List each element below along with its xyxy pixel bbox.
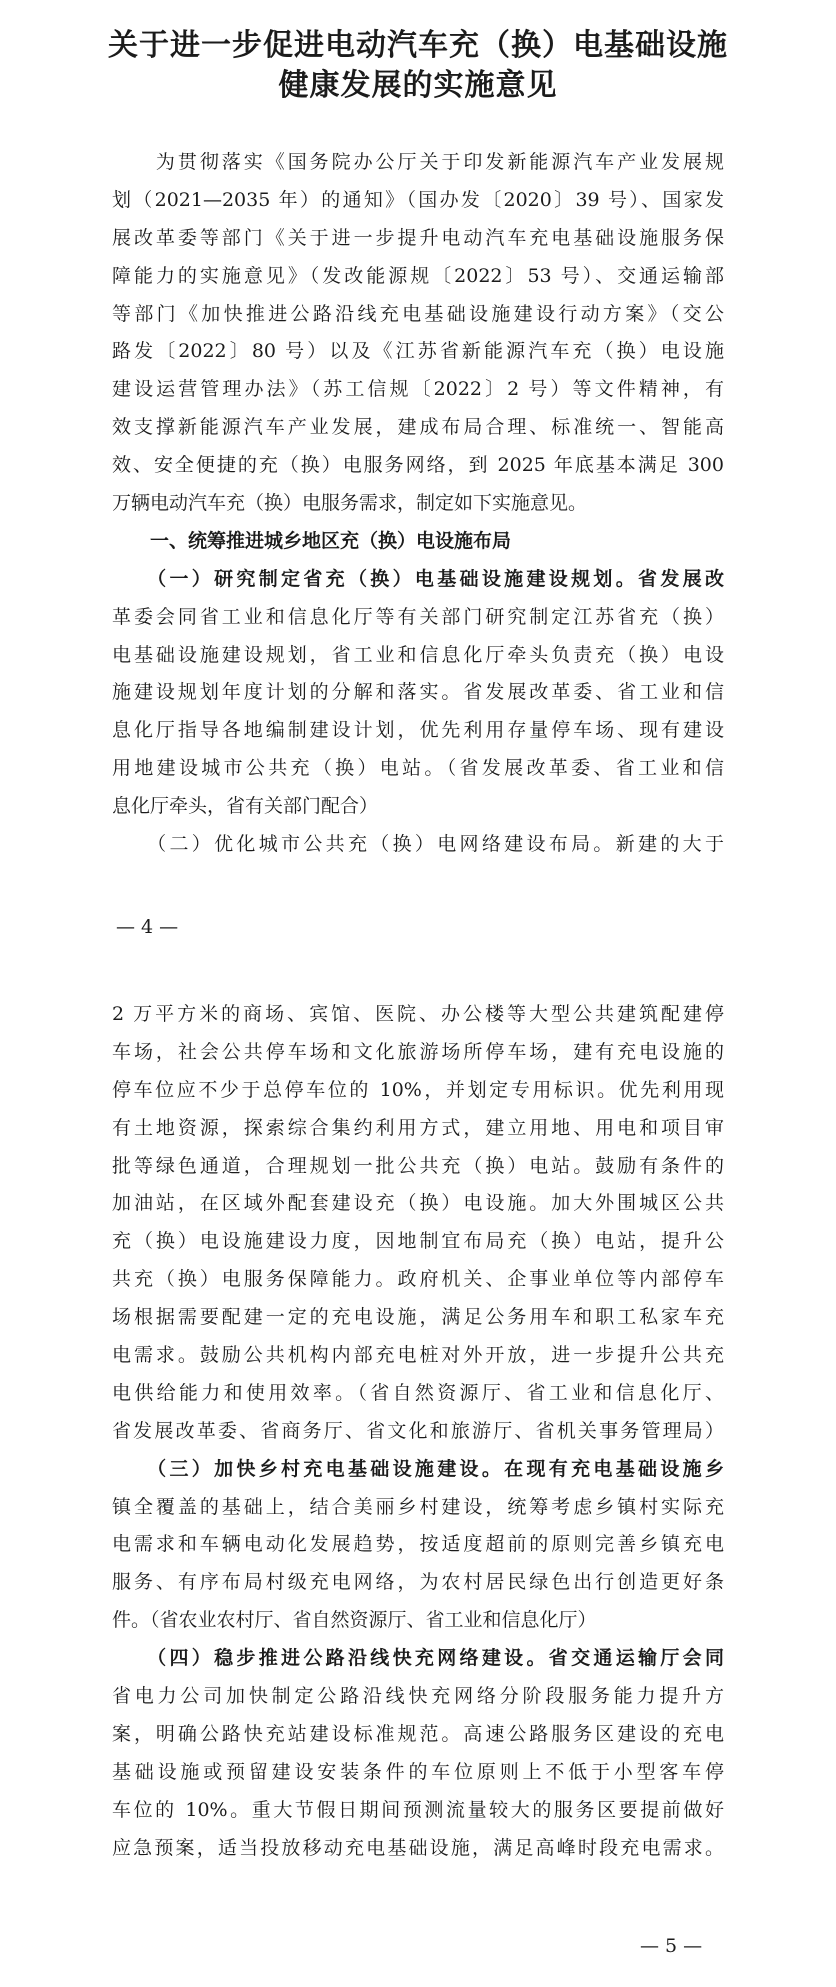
- body-line: （一）研究制定省充（换）电基础设施建设规划。省发展改: [112, 567, 724, 590]
- body-line: 障能力的实施意见》（发改能源规〔2022〕53 号）、交通运输部: [112, 264, 724, 287]
- body-line: （四）稳步推进公路沿线快充网络建设。省交通运输厅会同: [112, 1647, 724, 1670]
- body-line: 路发〔2022〕80 号）以及《江苏省新能源汽车充（换）电设施: [112, 340, 724, 363]
- body-line: 件。（省农业农村厅、省自然资源厅、省工业和信息化厅）: [112, 1609, 597, 1632]
- body-line: 万辆电动汽车充（换）电服务需求，制定如下实施意见。: [112, 492, 588, 515]
- body-line: 息化厅牵头，省有关部门配合）: [112, 795, 379, 818]
- body-line: 2 万平方米的商场、宾馆、医院、办公楼等大型公共建筑配建停: [112, 1003, 724, 1025]
- body-line: 划（2021—2035 年）的通知》（国办发〔2020〕39 号）、国家发: [112, 188, 724, 211]
- body-line: 等部门《加快推进公路沿线充电基础设施建设行动方案》（交公: [112, 302, 724, 325]
- body-line: 共充（换）电服务保障能力。政府机关、企事业单位等内部停车: [112, 1268, 724, 1291]
- body-line: 效支撑新能源汽车产业发展，建成布局合理、标准统一、智能高: [112, 416, 724, 439]
- body-line: 电基础设施建设规划，省工业和信息化厅牵头负责充（换）电设: [112, 643, 724, 666]
- body-line: 有土地资源，探索综合集约利用方式，建立用地、用电和项目审: [112, 1116, 724, 1139]
- body-line: 展改革委等部门《关于进一步提升电动汽车充电基础设施服务保: [112, 226, 724, 249]
- body-line: 省电力公司加快制定公路沿线快充网络分阶段服务能力提升方: [112, 1685, 724, 1708]
- section-heading: 一、统筹推进城乡地区充（换）电设施布局: [112, 529, 512, 552]
- body-line: 息化厅指导各地编制建设计划，优先利用存量停车场、现有建设: [112, 719, 724, 742]
- body-line: 电需求和车辆电动化发展趋势，按适度超前的原则完善乡镇充电: [112, 1533, 724, 1556]
- body-line: 案，明确公路快充站建设标准规范。高速公路服务区建设的充电: [112, 1722, 724, 1745]
- body-line: 车场，社会公共停车场和文化旅游场所停车场，建有充电设施的: [112, 1040, 724, 1063]
- document-title-line-1: 关于进一步促进电动汽车充（换）电基础设施: [108, 28, 728, 63]
- body-line: 车位的 10%。重大节假日期间预测流量较大的服务区要提前做好: [112, 1798, 724, 1821]
- page-number: — 4 —: [116, 916, 179, 938]
- body-line: 电需求。鼓励公共机构内部充电桩对外开放，进一步提升公共充: [112, 1344, 724, 1367]
- body-line: 充（换）电设施建设力度，因地制宜布局充（换）电站，提升公: [112, 1230, 724, 1253]
- document-title-line-2: 健康发展的实施意见: [278, 68, 558, 103]
- body-line: 停车位应不少于总停车位的 10%，并划定专用标识。优先利用现: [112, 1078, 724, 1101]
- body-line: 为贯彻落实《国务院办公厅关于印发新能源汽车产业发展规: [112, 151, 724, 173]
- body-line: 施建设规划年度计划的分解和落实。省发展改革委、省工业和信: [112, 681, 724, 704]
- body-line: 建设运营管理办法》（苏工信规〔2022〕2 号）等文件精神，有: [112, 378, 724, 401]
- body-line: 镇全覆盖的基础上，结合美丽乡村建设，统筹考虑乡镇村实际充: [112, 1495, 724, 1518]
- page-5-body: [112, 996, 724, 1867]
- body-line: 加油站，在区域外配套建设充（换）电设施。加大外围城区公共: [112, 1192, 724, 1215]
- body-line: （三）加快乡村充电基础设施建设。在现有充电基础设施乡: [112, 1457, 724, 1480]
- body-line: 电供给能力和使用效率。（省自然资源厅、省工业和信息化厅、: [112, 1381, 724, 1404]
- body-line: 服务、有序布局村级充电网络，为农村居民绿色出行创造更好条: [112, 1571, 724, 1594]
- body-line: 省发展改革委、省商务厅、省文化和旅游厅、省机关事务管理局）: [112, 1419, 724, 1442]
- body-line: 应急预案，适当投放移动充电基础设施，满足高峰时段充电需求。: [112, 1836, 724, 1859]
- body-line: 批等绿色通道，合理规划一批公共充（换）电站。鼓励有条件的: [112, 1154, 724, 1177]
- body-line: 基础设施或预留建设安装条件的车位原则上不低于小型客车停: [112, 1760, 724, 1783]
- page-4-body: [112, 144, 724, 864]
- body-line: （二）优化城市公共充（换）电网络建设布局。新建的大于: [112, 833, 724, 856]
- body-line: 效、安全便捷的充（换）电服务网络，到 2025 年底基本满足 300: [112, 454, 724, 477]
- body-line: 场根据需要配建一定的充电设施，满足公务用车和职工私家车充: [112, 1306, 724, 1329]
- page-number: — 5 —: [640, 1935, 703, 1957]
- body-line: 用地建设城市公共充（换）电站。（省发展改革委、省工业和信: [112, 757, 724, 780]
- document-page-4: [0, 0, 836, 960]
- body-line: 革委会同省工业和信息化厅等有关部门研究制定江苏省充（换）: [112, 605, 724, 628]
